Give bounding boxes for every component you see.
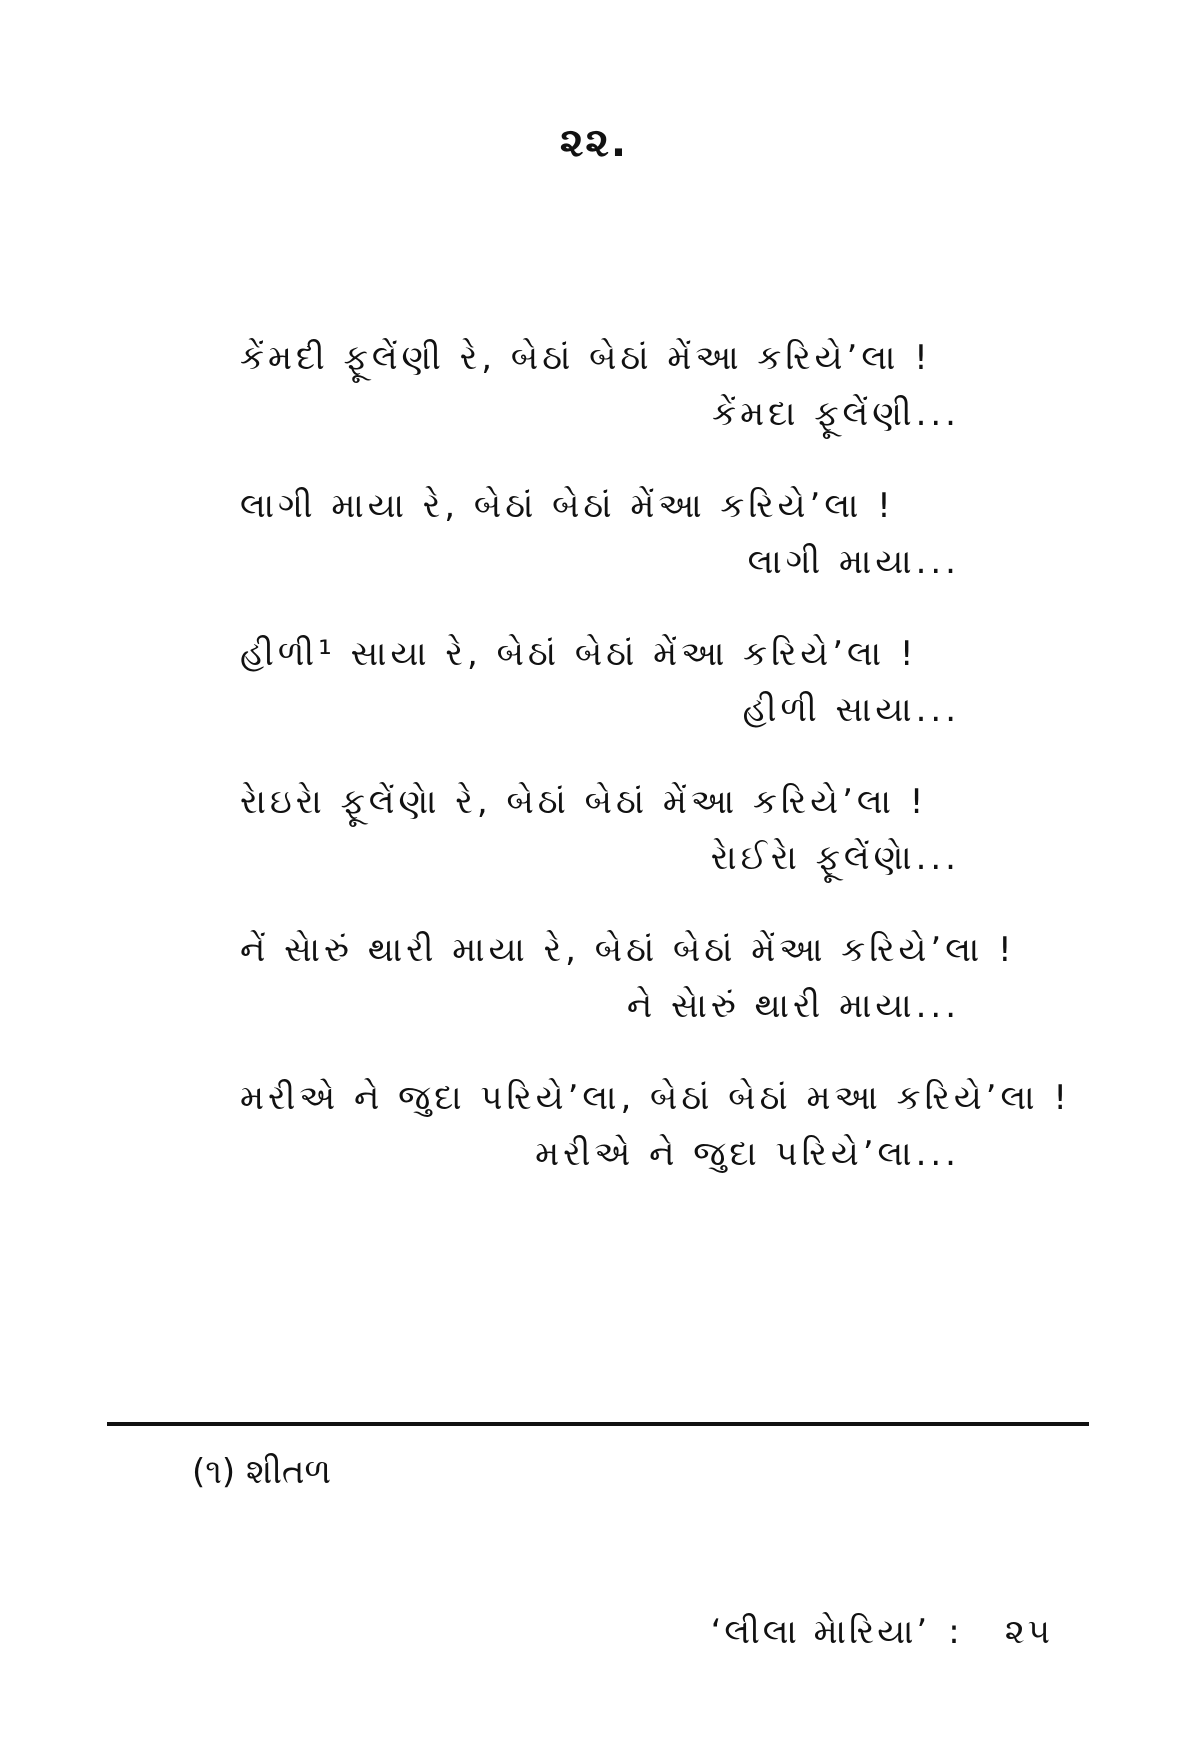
verse-line: નેં સેારું થારી માયા રે, બેઠાં બેઠાં મેંઆ કરિયે’લા !: [240, 930, 1016, 970]
verse-1: [240, 330, 960, 442]
verse-line: રેાઇરેા ફૂલેંણેા રે, બેઠાં બેઠાં મેંઆ કરિયે’લા !: [240, 782, 928, 822]
verse-2: [240, 478, 960, 590]
verse-refrain: કેંમદા ફૂલેંણી...: [712, 394, 960, 434]
verse-line: મરીએ ને જુદા પરિયે’લા, બેઠાં બેઠાં મઆ કરિયે’લા !: [240, 1078, 1071, 1118]
verse-refrain: મરીએ ને જુદા પરિયે’લા...: [535, 1134, 960, 1174]
footnote-divider: [107, 1422, 1089, 1426]
verse-3: [240, 626, 960, 738]
page-number: ૨૫: [1004, 1612, 1053, 1652]
verse-refrain: લાગી માયા...: [747, 542, 960, 582]
verse-5: [240, 922, 1016, 1034]
verse-refrain: હીળી સાયા...: [742, 690, 960, 730]
page-footer: [711, 1608, 1053, 1656]
verse-refrain: રેાઈરેા ફૂલેંણેા...: [710, 838, 960, 878]
verse-line: હીળી¹ સાયા રે, બેઠાં બેઠાં મેંઆ કરિયે’લા !: [240, 634, 918, 674]
footer-separator: :: [948, 1612, 963, 1652]
book-title: ‘લીલા મેારિયા’: [710, 1612, 931, 1652]
verse-line: લાગી માયા રે, બેઠાં બેઠાં મેંઆ કરિયે’લા !: [240, 486, 895, 526]
verse-refrain: ને સેારું થારી માયા...: [626, 986, 960, 1026]
verse-6: [240, 1070, 1071, 1182]
poem-number: ૨૨.: [559, 120, 629, 166]
footnote: (૧) શીતળ: [192, 1452, 331, 1492]
verse-line: કેંમદી ફૂલેંણી રે, બેઠાં બેઠાં મેંઆ કરિયે’લા !: [240, 338, 932, 378]
verse-4: [240, 774, 960, 886]
